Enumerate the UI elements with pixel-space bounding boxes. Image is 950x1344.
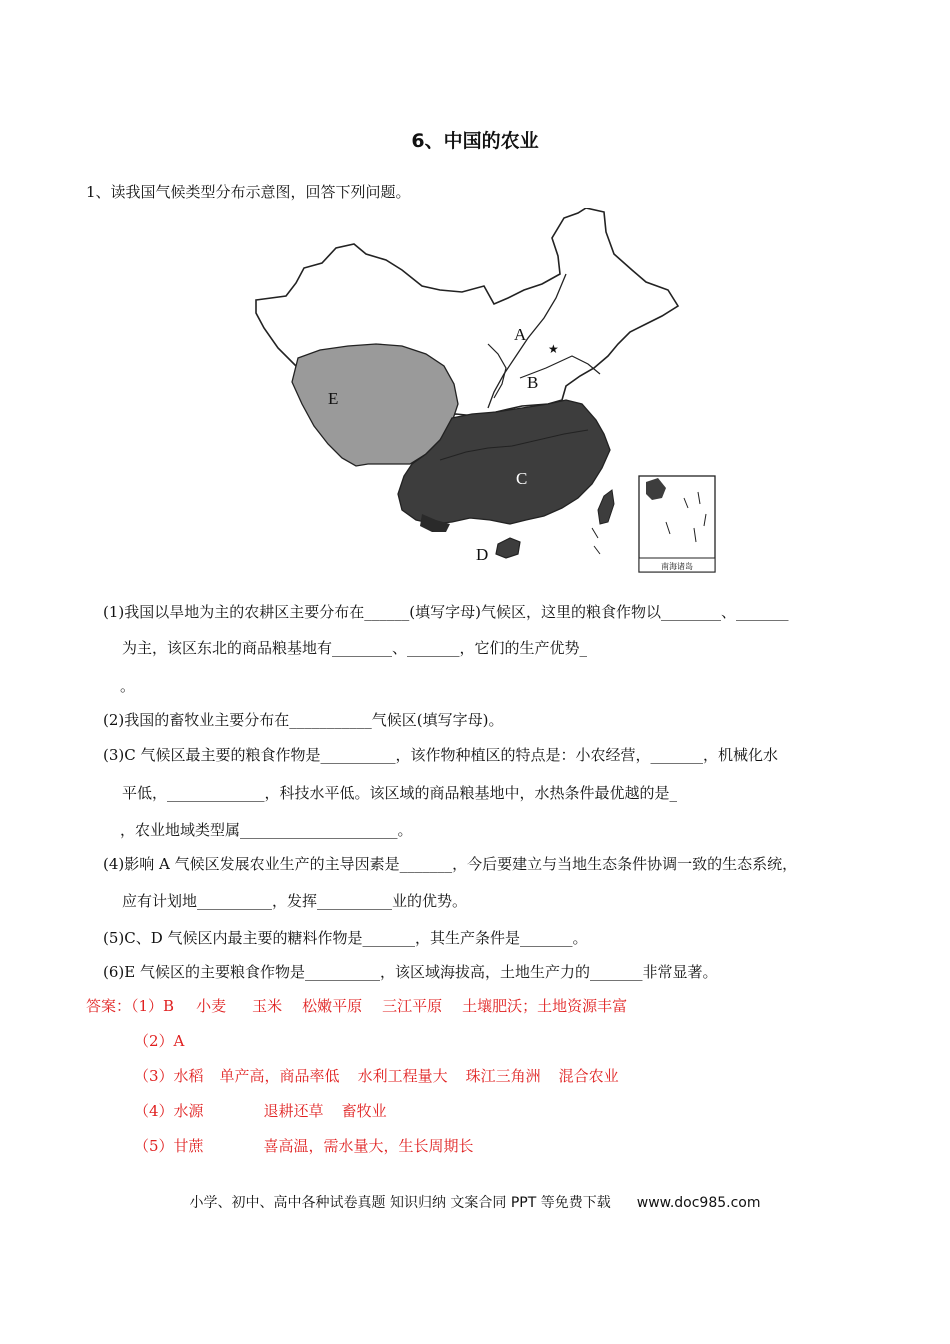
answer-5: （5）甘蔗 喜高温，需水量大，生长周期长 xyxy=(134,1137,474,1155)
capital-star-icon: ★ xyxy=(548,342,559,356)
answer-2: （2）A xyxy=(134,1032,185,1050)
page-title: 6、中国的农业 xyxy=(411,130,539,152)
question-1-intro: 1、读我国气候类型分布示意图，回答下列问题。 xyxy=(86,183,411,201)
label-d: D xyxy=(476,545,489,564)
answer-4: （4）水源 退耕还草 畜牧业 xyxy=(134,1102,387,1120)
inset-label: 南海诸岛 xyxy=(661,562,693,571)
q1-line3: 。 xyxy=(120,677,136,695)
q4-line2: 应有计划地__________，发挥__________业的优势。 xyxy=(122,892,468,910)
q1-line2: 为主，该区东北的商品粮基地有________、_______，它们的生产优势_ xyxy=(122,639,588,657)
answer-3: （3）水稻 单产高，商品率低 水利工程量大 珠江三角洲 混合农业 xyxy=(134,1067,619,1085)
label-c: C xyxy=(516,469,528,488)
q3-line3: ，农业地域类型属_____________________。 xyxy=(120,821,413,839)
footer-site-link[interactable]: www.doc985.com xyxy=(636,1195,761,1211)
q3-line1: (3)C 气候区最主要的粮食作物是__________，该作物种植区的特点是：小农经营，_______，机械化水 xyxy=(103,746,778,764)
q5: (5)C、D 气候区内最主要的糖料作物是_______，其生产条件是_______。 xyxy=(103,929,588,947)
region-d xyxy=(496,538,520,558)
q1-line1: (1)我国以旱地为主的农耕区主要分布在______(填写字母)气候区，这里的粮食作物以________、_______ xyxy=(103,603,789,621)
q6: (6)E 气候区的主要粮食作物是__________，该区域海拔高，土地生产力的_______非常显著。 xyxy=(103,963,718,981)
q4-line1: (4)影响 A 气候区发展农业生产的主导因素是_______，今后要建立与当地生态条件协调一致的生态系统， xyxy=(103,855,798,873)
climate-map xyxy=(226,208,726,580)
inset-south-china-sea xyxy=(639,476,715,572)
q3-line2: 平低，_____________，科技水平低。该区域的商品粮基地中，水热条件最优越的是_ xyxy=(122,784,678,802)
label-e: E xyxy=(328,389,339,408)
answer-1: 答案：（1）B 小麦 玉米 松嫩平原 三江平原 土壤肥沃；土地资源丰富 xyxy=(86,997,628,1015)
taiwan xyxy=(598,490,614,524)
footer xyxy=(0,1192,950,1212)
q2: (2)我国的畜牧业主要分布在___________气候区(填写字母)。 xyxy=(103,711,504,729)
footer-text: 小学、初中、高中各种试卷真题 知识归纳 文案合同 PPT 等免费下载 xyxy=(189,1195,611,1211)
label-a: A xyxy=(514,325,527,344)
label-b: B xyxy=(527,373,539,392)
